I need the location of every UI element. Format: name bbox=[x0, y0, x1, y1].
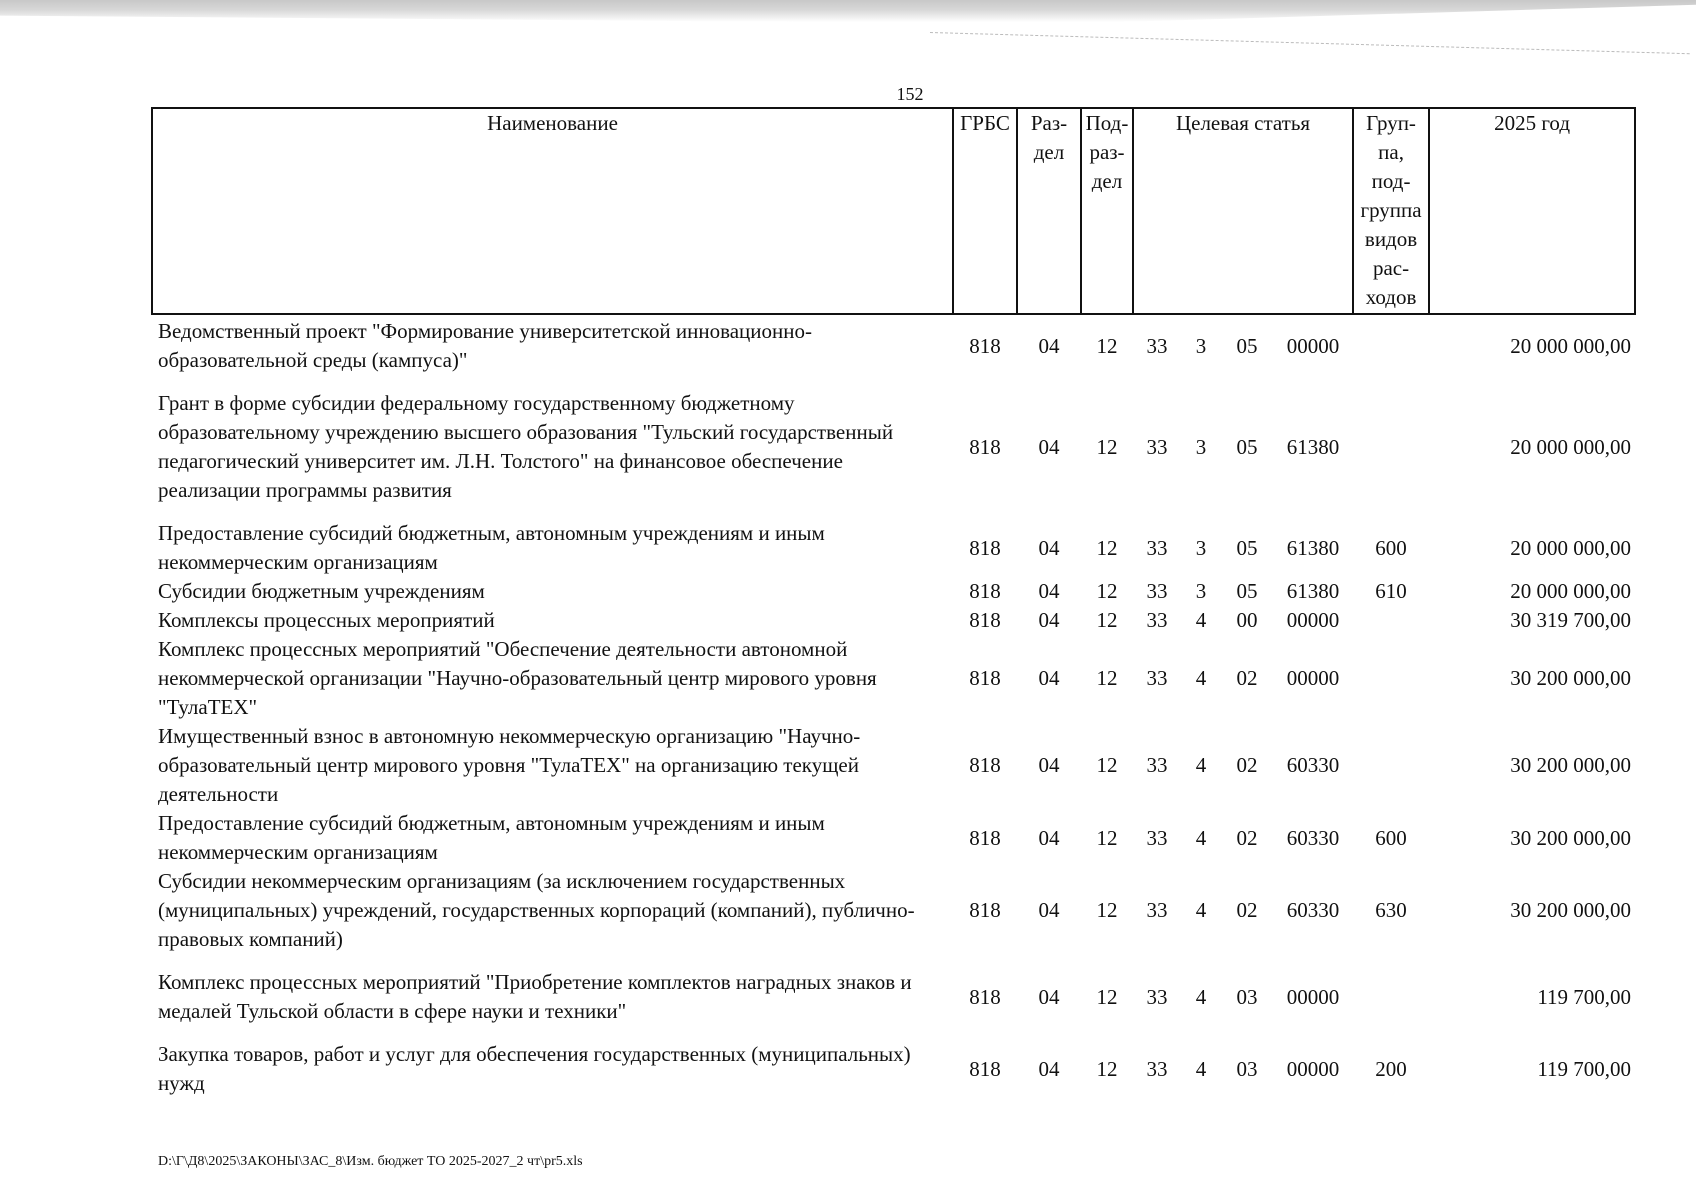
row-razdel: 04 bbox=[1038, 608, 1060, 632]
row-name: Закупка товаров, работ и услуг для обеспечения государственных (муниципальных) нужд bbox=[158, 1042, 911, 1095]
row-cs1: 33 bbox=[1146, 434, 1168, 459]
header-razdel bbox=[1017, 108, 1081, 314]
row-cs3: 05 bbox=[1236, 333, 1258, 358]
row-podrazdel: 12 bbox=[1096, 1056, 1118, 1081]
row-amount: 20 000 000,00 bbox=[1510, 535, 1632, 560]
row-cs3: 00 bbox=[1236, 608, 1258, 632]
row-cs2: 4 bbox=[1195, 825, 1207, 850]
row-podrazdel: 12 bbox=[1096, 825, 1118, 850]
header-expense-group-text: Груп- па, под- группа видов рас- ходов bbox=[1360, 111, 1422, 309]
row-group: 600 bbox=[1375, 535, 1407, 560]
row-cs2: 4 bbox=[1195, 1056, 1207, 1081]
row-group bbox=[1353, 606, 1429, 635]
row-podrazdel: 12 bbox=[1096, 898, 1118, 922]
row-cs1: 33 bbox=[1146, 608, 1168, 632]
row-razdel: 04 bbox=[1038, 333, 1060, 358]
row-amount: 20 000 000,00 bbox=[1510, 434, 1632, 459]
row-cs2: 4 bbox=[1195, 753, 1207, 777]
row-cs2: 3 bbox=[1195, 535, 1207, 560]
row-cs1: 33 bbox=[1146, 333, 1168, 358]
row-cs2: 4 bbox=[1195, 984, 1207, 1009]
row-grbs: 818 bbox=[969, 753, 1001, 777]
table-row bbox=[152, 519, 1635, 577]
row-podrazdel: 12 bbox=[1096, 333, 1118, 358]
header-podrazdel-text: Под- раз- дел bbox=[1085, 111, 1129, 193]
row-cs1: 33 bbox=[1146, 984, 1168, 1009]
row-name: Ведомственный проект "Формирование университетской инновационно-образовательной среды (кампуса)" bbox=[158, 319, 813, 372]
row-cs4: 60330 bbox=[1286, 753, 1340, 777]
row-razdel: 04 bbox=[1038, 535, 1060, 560]
row-razdel: 04 bbox=[1038, 898, 1060, 922]
row-amount: 30 200 000,00 bbox=[1510, 666, 1632, 690]
row-name: Предоставление субсидий бюджетным, автономным учреждениям и иным некоммерческим организациям bbox=[158, 811, 825, 864]
row-cs4: 00000 bbox=[1286, 608, 1340, 632]
header-grbs: ГРБС bbox=[953, 108, 1017, 314]
row-group: 200 bbox=[1375, 1056, 1407, 1081]
row-grbs: 818 bbox=[969, 579, 1001, 603]
row-group bbox=[1353, 314, 1429, 389]
row-group bbox=[1353, 635, 1429, 722]
table-row bbox=[152, 577, 1635, 606]
table-header-row bbox=[152, 108, 1635, 314]
row-cs3: 05 bbox=[1236, 535, 1258, 560]
row-amount: 30 319 700,00 bbox=[1510, 608, 1632, 632]
header-name: Наименование bbox=[152, 108, 953, 314]
row-group: 600 bbox=[1375, 825, 1407, 850]
header-podrazdel bbox=[1081, 108, 1133, 314]
row-podrazdel: 12 bbox=[1096, 535, 1118, 560]
row-cs2: 4 bbox=[1195, 666, 1207, 690]
header-razdel-text: Раз- дел bbox=[1030, 111, 1068, 164]
row-cs2: 3 bbox=[1195, 333, 1207, 358]
table-row bbox=[152, 635, 1635, 722]
row-amount: 20 000 000,00 bbox=[1510, 579, 1632, 603]
row-cs3: 02 bbox=[1236, 825, 1258, 850]
row-podrazdel: 12 bbox=[1096, 753, 1118, 777]
table-row bbox=[152, 1040, 1635, 1098]
row-group bbox=[1353, 389, 1429, 519]
row-razdel: 04 bbox=[1038, 984, 1060, 1009]
row-cs3: 02 bbox=[1236, 898, 1258, 922]
row-amount: 119 700,00 bbox=[1537, 1056, 1632, 1081]
row-cs4: 61380 bbox=[1286, 434, 1340, 459]
row-cs4: 00000 bbox=[1286, 333, 1340, 358]
row-name: Комплекс процессных мероприятий "Обеспечение деятельности автономной некоммерческой организации "Научно-образовательный центр мирового уровня "ТулаТЕХ" bbox=[158, 637, 877, 719]
row-cs1: 33 bbox=[1146, 579, 1168, 603]
table-row bbox=[152, 606, 1635, 635]
row-razdel: 04 bbox=[1038, 825, 1060, 850]
row-cs3: 02 bbox=[1236, 666, 1258, 690]
row-amount: 30 200 000,00 bbox=[1510, 825, 1632, 850]
row-grbs: 818 bbox=[969, 825, 1001, 850]
table-body bbox=[152, 314, 1635, 1098]
row-grbs: 818 bbox=[969, 608, 1001, 632]
row-name: Имущественный взнос в автономную некоммерческую организацию "Научно-образовательный центр мирового уровня "ТулаТЕХ" на организацию текущей деятельности bbox=[158, 724, 861, 806]
row-cs3: 03 bbox=[1236, 984, 1258, 1009]
row-name: Грант в форме субсидии федеральному государственному бюджетному образовательному учреждению высшего образования "Тульский государственный педагогический университет им. Л.Н. Толстого" на финансовое обеспечение реализации программы развития bbox=[158, 391, 894, 502]
row-cs1: 33 bbox=[1146, 666, 1168, 690]
row-group: 610 bbox=[1375, 579, 1407, 603]
row-cs4: 00000 bbox=[1286, 984, 1340, 1009]
row-cs1: 33 bbox=[1146, 1056, 1168, 1081]
table-row bbox=[152, 809, 1635, 867]
row-podrazdel: 12 bbox=[1096, 434, 1118, 459]
row-cs1: 33 bbox=[1146, 753, 1168, 777]
row-grbs: 818 bbox=[969, 333, 1001, 358]
page-number: 152 bbox=[896, 84, 924, 104]
table-row bbox=[152, 722, 1635, 809]
row-cs3: 03 bbox=[1236, 1056, 1258, 1081]
row-cs3: 02 bbox=[1236, 753, 1258, 777]
header-expense-group bbox=[1353, 108, 1429, 314]
row-podrazdel: 12 bbox=[1096, 984, 1118, 1009]
row-name: Субсидии некоммерческим организациям (за исключением государственных (муниципальных) учреждений, государственных корпораций (компаний), публично-правовых компаний) bbox=[158, 869, 915, 951]
row-grbs: 818 bbox=[969, 434, 1001, 459]
scan-edge-shadow bbox=[0, 0, 1696, 60]
row-cs2: 3 bbox=[1195, 579, 1207, 603]
row-cs4: 60330 bbox=[1286, 898, 1340, 922]
row-amount: 30 200 000,00 bbox=[1510, 898, 1632, 922]
table-row bbox=[152, 389, 1635, 519]
row-cs4: 61380 bbox=[1286, 535, 1340, 560]
budget-table bbox=[151, 107, 1636, 1098]
row-cs4: 00000 bbox=[1286, 666, 1340, 690]
row-cs2: 4 bbox=[1195, 608, 1207, 632]
row-cs3: 05 bbox=[1236, 434, 1258, 459]
row-group bbox=[1353, 722, 1429, 809]
row-podrazdel: 12 bbox=[1096, 666, 1118, 690]
row-grbs: 818 bbox=[969, 984, 1001, 1009]
row-cs1: 33 bbox=[1146, 898, 1168, 922]
row-name: Комплексы процессных мероприятий bbox=[158, 608, 495, 632]
header-year: 2025 год bbox=[1429, 108, 1635, 314]
row-cs2: 3 bbox=[1195, 434, 1207, 459]
row-podrazdel: 12 bbox=[1096, 608, 1118, 632]
row-razdel: 04 bbox=[1038, 666, 1060, 690]
row-cs4: 00000 bbox=[1286, 1056, 1340, 1081]
table-row bbox=[152, 314, 1635, 389]
row-amount: 30 200 000,00 bbox=[1510, 753, 1632, 777]
header-target-article: Целевая статья bbox=[1133, 108, 1353, 314]
row-name: Предоставление субсидий бюджетным, автономным учреждениям и иным некоммерческим организациям bbox=[158, 521, 825, 574]
row-razdel: 04 bbox=[1038, 753, 1060, 777]
row-podrazdel: 12 bbox=[1096, 579, 1118, 603]
row-group: 630 bbox=[1375, 898, 1407, 922]
row-cs4: 61380 bbox=[1286, 579, 1340, 603]
row-grbs: 818 bbox=[969, 898, 1001, 922]
row-cs4: 60330 bbox=[1286, 825, 1340, 850]
row-cs3: 05 bbox=[1236, 579, 1258, 603]
row-grbs: 818 bbox=[969, 1056, 1001, 1081]
row-name: Комплекс процессных мероприятий "Приобретение комплектов наградных знаков и медалей Тульской области в сфере науки и техники" bbox=[158, 970, 912, 1023]
scan-edge-line bbox=[930, 32, 1690, 54]
table-row bbox=[152, 968, 1635, 1040]
row-grbs: 818 bbox=[969, 666, 1001, 690]
row-grbs: 818 bbox=[969, 535, 1001, 560]
row-amount: 119 700,00 bbox=[1537, 984, 1632, 1009]
row-cs1: 33 bbox=[1146, 825, 1168, 850]
row-razdel: 04 bbox=[1038, 434, 1060, 459]
row-cs1: 33 bbox=[1146, 535, 1168, 560]
row-razdel: 04 bbox=[1038, 1056, 1060, 1081]
footer-file-path: D:\Г\Д8\2025\ЗАКОНЫ\ЗАС_8\Изм. бюджет ТО 2025-2027_2 чт\pr5.xls bbox=[158, 1154, 583, 1169]
table-row bbox=[152, 867, 1635, 968]
row-cs2: 4 bbox=[1195, 898, 1207, 922]
row-group bbox=[1353, 968, 1429, 1040]
row-amount: 20 000 000,00 bbox=[1510, 333, 1632, 358]
row-name: Субсидии бюджетным учреждениям bbox=[158, 579, 485, 603]
row-razdel: 04 bbox=[1038, 579, 1060, 603]
